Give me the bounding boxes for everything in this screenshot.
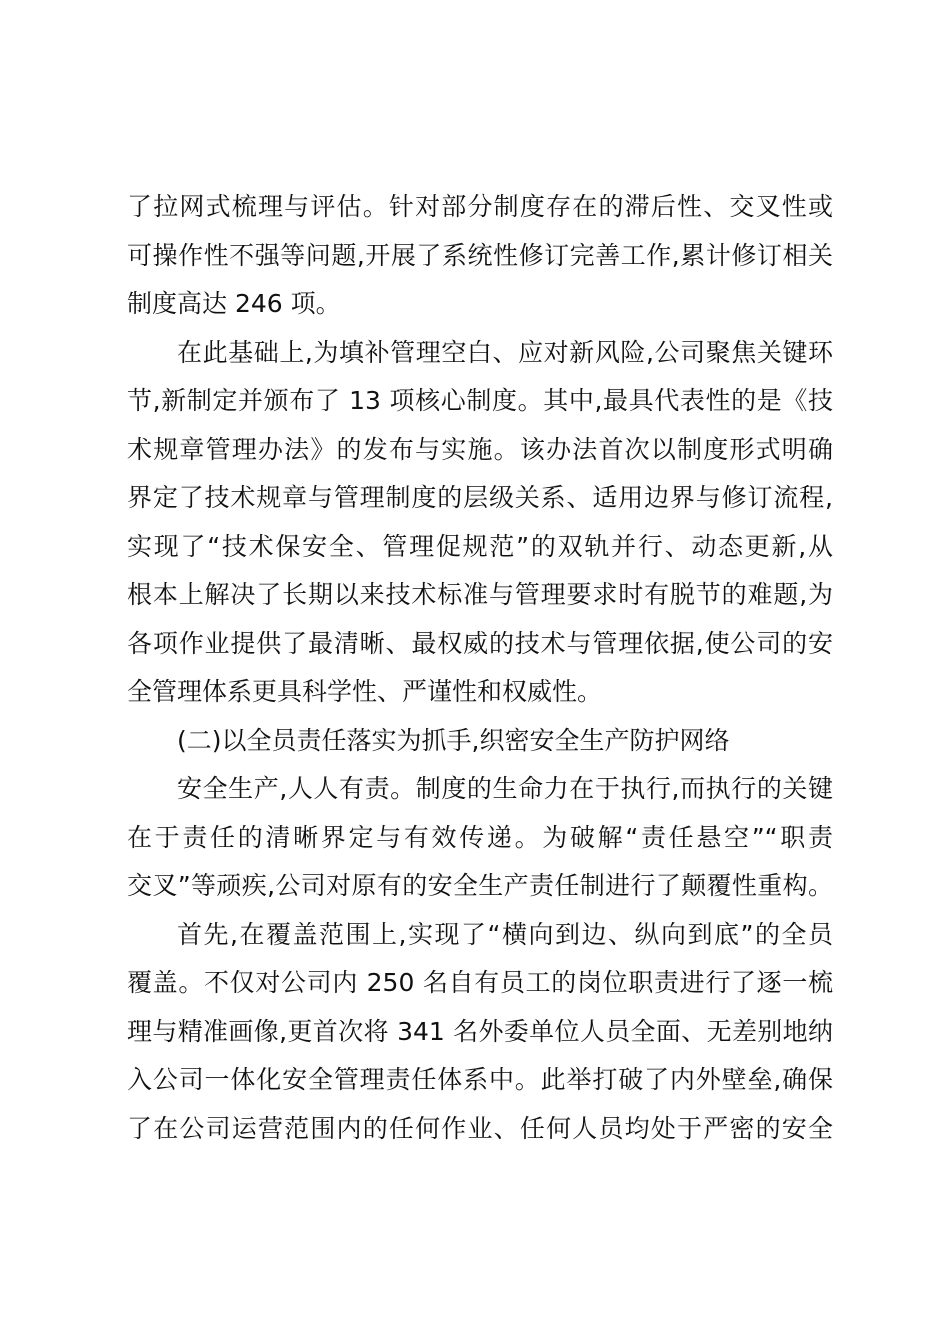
- document-body: [127, 183, 833, 1153]
- text-line-20: 了在公司运营范围内的任何作业、任何人员均处于严密的安全: [127, 1113, 833, 1143]
- text-line-15: 交叉”等顽疾,公司对原有的安全生产责任制进行了颠覆性重构。: [127, 871, 833, 900]
- text-line-6: 术规章管理办法》的发布与实施。该办法首次以制度形式明确: [127, 434, 833, 464]
- text-line-1: 了拉网式梳理与评估。针对部分制度存在的滞后性、交叉性或: [127, 192, 833, 221]
- text-line-10: 各项作业提供了最清晰、最权威的技术与管理依据,使公司的安: [127, 628, 833, 658]
- text-line-17: 覆盖。不仅对公司内 250 名自有员工的岗位职责进行了逐一梳: [127, 968, 833, 997]
- text-line-14: 在于责任的清晰界定与有效传递。为破解“责任悬空”“职责: [127, 822, 833, 852]
- text-line-7: 界定了技术规章与管理制度的层级关系、适用边界与修订流程,: [127, 483, 833, 512]
- text-line-11: 全管理体系更具科学性、严谨性和权威性。: [127, 677, 603, 706]
- text-line-4: 在此基础上,为填补管理空白、应对新风险,公司聚焦关键环: [177, 337, 833, 367]
- text-line-18: 理与精准画像,更首次将 341 名外委单位人员全面、无差别地纳: [127, 1016, 833, 1046]
- text-line-19: 入公司一体化安全管理责任体系中。此举打破了内外壁垒,确保: [127, 1065, 833, 1094]
- section-heading: (二)以全员责任落实为抓手,织密安全生产防护网络: [177, 725, 730, 755]
- text-line-3: 制度高达 246 项。: [127, 289, 341, 318]
- text-line-8: 实现了“技术保安全、管理促规范”的双轨并行、动态更新,从: [127, 531, 833, 561]
- text-line-9: 根本上解决了长期以来技术标准与管理要求时有脱节的难题,为: [127, 580, 833, 609]
- text-line-13: 安全生产,人人有责。制度的生命力在于执行,而执行的关键: [177, 774, 833, 803]
- text-line-16: 首先,在覆盖范围上,实现了“横向到边、纵向到底”的全员: [177, 919, 833, 949]
- text-line-5: 节,新制定并颁布了 13 项核心制度。其中,最具代表性的是《技: [127, 386, 833, 415]
- text-line-2: 可操作性不强等问题,开展了系统性修订完善工作,累计修订相关: [127, 240, 833, 270]
